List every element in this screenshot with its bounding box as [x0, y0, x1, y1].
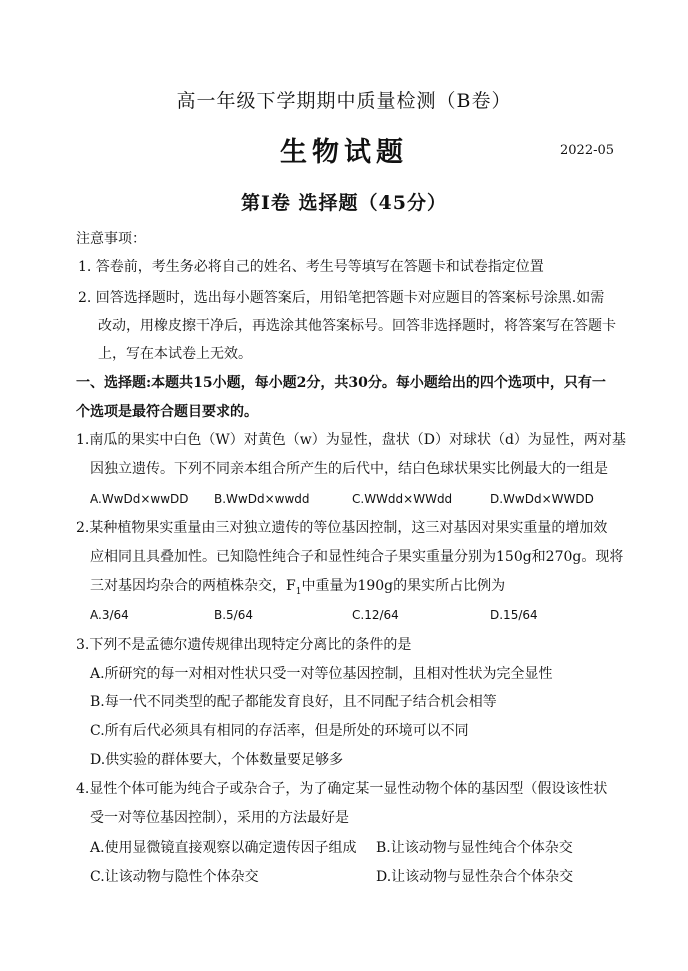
subject-title: 生物试题 — [280, 137, 408, 168]
notes-heading: 注意事项： — [76, 231, 146, 247]
q2-stem-line-3-b: 中重量为190g的果实所占比例为 — [301, 578, 506, 594]
q4-option-b: B.让该动物与显性纯合个体杂交 — [376, 840, 573, 856]
q2-stem-line-3 — [90, 576, 505, 602]
q2-stem-line-1: 2.某种植物果实重量由三对独立遗传的等位基因控制，这三对基因对果实重量的增加效 — [76, 520, 608, 536]
q2-option-b: B.5/64 — [214, 608, 253, 622]
exam-date: 2022-05 — [560, 143, 615, 158]
q1-option-b: B.WwDd×wwdd — [214, 492, 310, 506]
q2-stem-line-2: 应相同且具叠加性。已知隐性纯合子和显性纯合子果实重量分别为150g和270g。现将 — [90, 549, 624, 565]
q3-option-a: A.所研究的每一对相对性状只受一对等位基因控制，且相对性状为完全显性 — [90, 666, 553, 682]
q3-option-b: B.每一代不同类型的配子都能发育良好，且不同配子结合机会相等 — [90, 694, 497, 710]
notes-item-1: 1. 答卷前，考生务必将自己的姓名、考生号等填写在答题卡和试卷指定位置 — [78, 259, 544, 275]
q1-option-d: D.WwDd×WWDD — [490, 492, 594, 506]
q1-option-c: C.WWdd×WWdd — [352, 492, 453, 506]
q1-stem-line-1: 1.南瓜的果实中白色（W）对黄色（w）为显性，盘状（D）对球状（d）为显性，两对基 — [76, 432, 626, 448]
q4-option-a: A.使用显微镜直接观察以确定遗传因子组成 — [90, 840, 357, 856]
q1-option-a: A.WwDd×wwDD — [90, 492, 189, 506]
q2-option-d: D.15/64 — [490, 608, 538, 622]
part1-instruction-line-2: 个选项是最符合题目要求的。 — [76, 404, 258, 420]
q3-option-d: D.供实验的群体要大，个体数量要足够多 — [90, 752, 344, 768]
q1-stem-line-2: 因独立遗传。下列不同亲本组合所产生的后代中，结白色球状果实比例最大的一组是 — [90, 461, 608, 477]
q4-stem-line-2: 受一对等位基因控制），采用的方法最好是 — [90, 810, 349, 826]
q2-option-c: C.12/64 — [352, 608, 399, 622]
exam-title: 高一年级下学期期中质量检测（B卷） — [176, 90, 512, 112]
q2-subscript: 1 — [295, 586, 302, 597]
q3-option-c: C.所有后代必须具有相同的存活率，但是所处的环境可以不同 — [90, 723, 469, 739]
q2-option-a: A.3/64 — [90, 608, 129, 622]
q2-stem-line-3-a: 三对基因均杂合的两植株杂交，F — [90, 578, 296, 594]
q4-stem-line-1: 4.显性个体可能为纯合子或杂合子，为了确定某一显性动物个体的基因型（假设该性状 — [76, 781, 608, 797]
q4-option-d: D.让该动物与显性杂合个体杂交 — [376, 869, 574, 885]
q4-option-c: C.让该动物与隐性个体杂交 — [90, 869, 259, 885]
notes-item-2-line-3: 上，写在本试卷上无效。 — [98, 346, 252, 362]
q3-stem: 3.下列不是孟德尔遗传规律出现特定分离比的条件的是 — [76, 637, 412, 653]
section-title: 第Ⅰ卷 选择题（45分） — [241, 192, 447, 214]
part1-instruction-line-1: 一、选择题:本题共15小题，每小题2分，共30分。每小题给出的四个选项中，只有一 — [76, 375, 606, 391]
notes-item-2-line-2: 改动，用橡皮擦干净后，再选涂其他答案标号。回答非选择题时，将答案写在答题卡 — [98, 318, 616, 334]
notes-item-2-line-1: 2. 回答选择题时，选出每小题答案后，用铅笔把答题卡对应题目的答案标号涂黑.如需 — [78, 290, 605, 306]
